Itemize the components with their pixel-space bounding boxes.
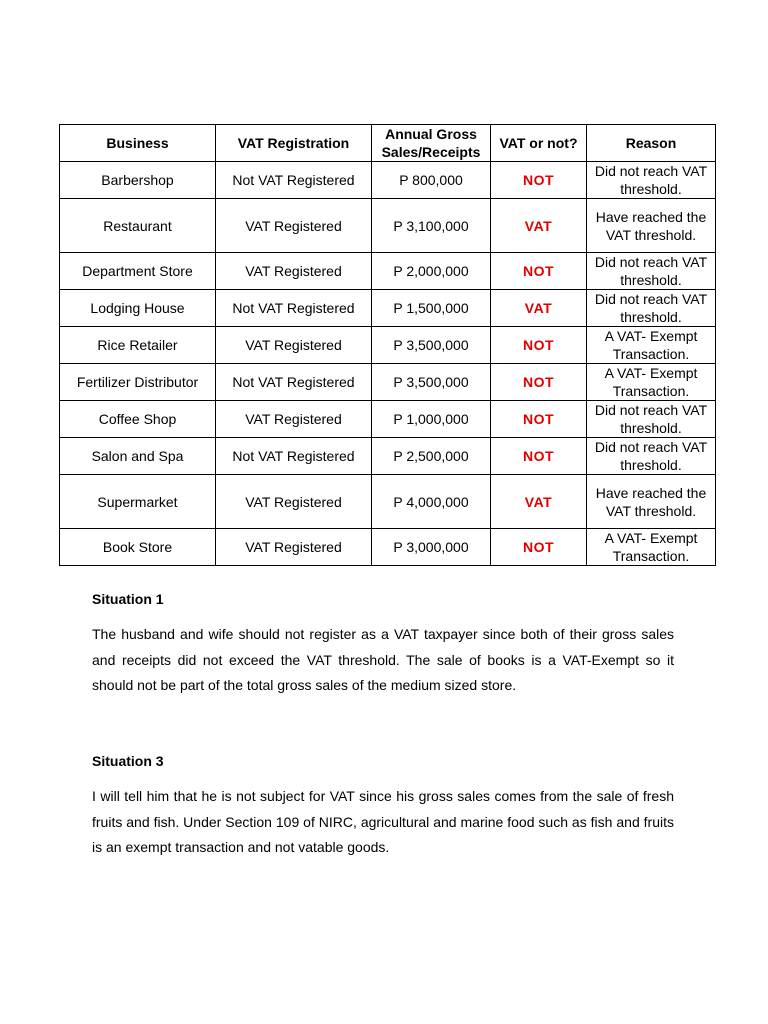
situation-1-heading: Situation 1 (92, 591, 164, 607)
cell-sales: P 3,000,000 (372, 529, 491, 566)
header-vat-or-not: VAT or not? (491, 125, 587, 162)
cell-verdict: NOT (491, 162, 587, 199)
header-business: Business (60, 125, 216, 162)
cell-business: Restaurant (60, 199, 216, 253)
cell-sales: P 1,500,000 (372, 290, 491, 327)
table-row (60, 364, 716, 401)
header-annual-gross: Annual Gross Sales/Receipts (372, 125, 491, 162)
cell-verdict: VAT (491, 199, 587, 253)
cell-sales: P 3,500,000 (372, 327, 491, 364)
cell-registration: Not VAT Registered (216, 290, 372, 327)
cell-business: Book Store (60, 529, 216, 566)
cell-registration: Not VAT Registered (216, 364, 372, 401)
header-vat-registration: VAT Registration (216, 125, 372, 162)
cell-registration: VAT Registered (216, 199, 372, 253)
table-row (60, 290, 716, 327)
cell-reason: A VAT- Exempt Transaction. (587, 529, 716, 566)
cell-reason: Did not reach VAT threshold. (587, 253, 716, 290)
cell-reason: A VAT- Exempt Transaction. (587, 327, 716, 364)
cell-verdict: VAT (491, 475, 587, 529)
cell-reason: A VAT- Exempt Transaction. (587, 364, 716, 401)
header-reason: Reason (587, 125, 716, 162)
vat-table (59, 124, 716, 566)
table-row (60, 438, 716, 475)
cell-registration: VAT Registered (216, 475, 372, 529)
table-row (60, 401, 716, 438)
cell-sales: P 3,500,000 (372, 364, 491, 401)
cell-business: Barbershop (60, 162, 216, 199)
table-row (60, 199, 716, 253)
cell-verdict: NOT (491, 438, 587, 475)
cell-registration: VAT Registered (216, 401, 372, 438)
table-row (60, 529, 716, 566)
cell-registration: VAT Registered (216, 253, 372, 290)
cell-sales: P 3,100,000 (372, 199, 491, 253)
table-row (60, 253, 716, 290)
cell-reason: Did not reach VAT threshold. (587, 290, 716, 327)
cell-reason: Did not reach VAT threshold. (587, 162, 716, 199)
cell-verdict: NOT (491, 253, 587, 290)
cell-reason: Did not reach VAT threshold. (587, 401, 716, 438)
cell-sales: P 4,000,000 (372, 475, 491, 529)
situation-1-paragraph: The husband and wife should not register as a VAT taxpayer since both of their gross sales and receipts did not exceed the VAT threshold. The sale of books is a VAT-Exempt so it should not be part of the total gross sales of the medium sized store. (92, 626, 674, 693)
cell-registration: VAT Registered (216, 529, 372, 566)
cell-verdict: NOT (491, 364, 587, 401)
situation-3-paragraph: I will tell him that he is not subject for VAT since his gross sales comes from the sale of fresh fruits and fish. Under Section 109 of NIRC, agricultural and marine food such as fish and fruits is an exempt transaction and not vatable goods. (92, 788, 674, 855)
cell-business: Coffee Shop (60, 401, 216, 438)
cell-reason: Have reached the VAT threshold. (587, 475, 716, 529)
table-header-row (60, 125, 716, 162)
cell-sales: P 2,000,000 (372, 253, 491, 290)
cell-registration: VAT Registered (216, 327, 372, 364)
cell-business: Supermarket (60, 475, 216, 529)
cell-reason: Did not reach VAT threshold. (587, 438, 716, 475)
cell-registration: Not VAT Registered (216, 438, 372, 475)
situation-3-heading: Situation 3 (92, 753, 164, 769)
table-row (60, 162, 716, 199)
table-row (60, 475, 716, 529)
table-row (60, 327, 716, 364)
cell-business: Fertilizer Distributor (60, 364, 216, 401)
cell-sales: P 800,000 (372, 162, 491, 199)
cell-verdict: VAT (491, 290, 587, 327)
cell-verdict: NOT (491, 529, 587, 566)
cell-verdict: NOT (491, 327, 587, 364)
cell-business: Rice Retailer (60, 327, 216, 364)
cell-reason: Have reached the VAT threshold. (587, 199, 716, 253)
cell-business: Salon and Spa (60, 438, 216, 475)
cell-business: Lodging House (60, 290, 216, 327)
cell-verdict: NOT (491, 401, 587, 438)
cell-registration: Not VAT Registered (216, 162, 372, 199)
cell-business: Department Store (60, 253, 216, 290)
cell-sales: P 1,000,000 (372, 401, 491, 438)
cell-sales: P 2,500,000 (372, 438, 491, 475)
